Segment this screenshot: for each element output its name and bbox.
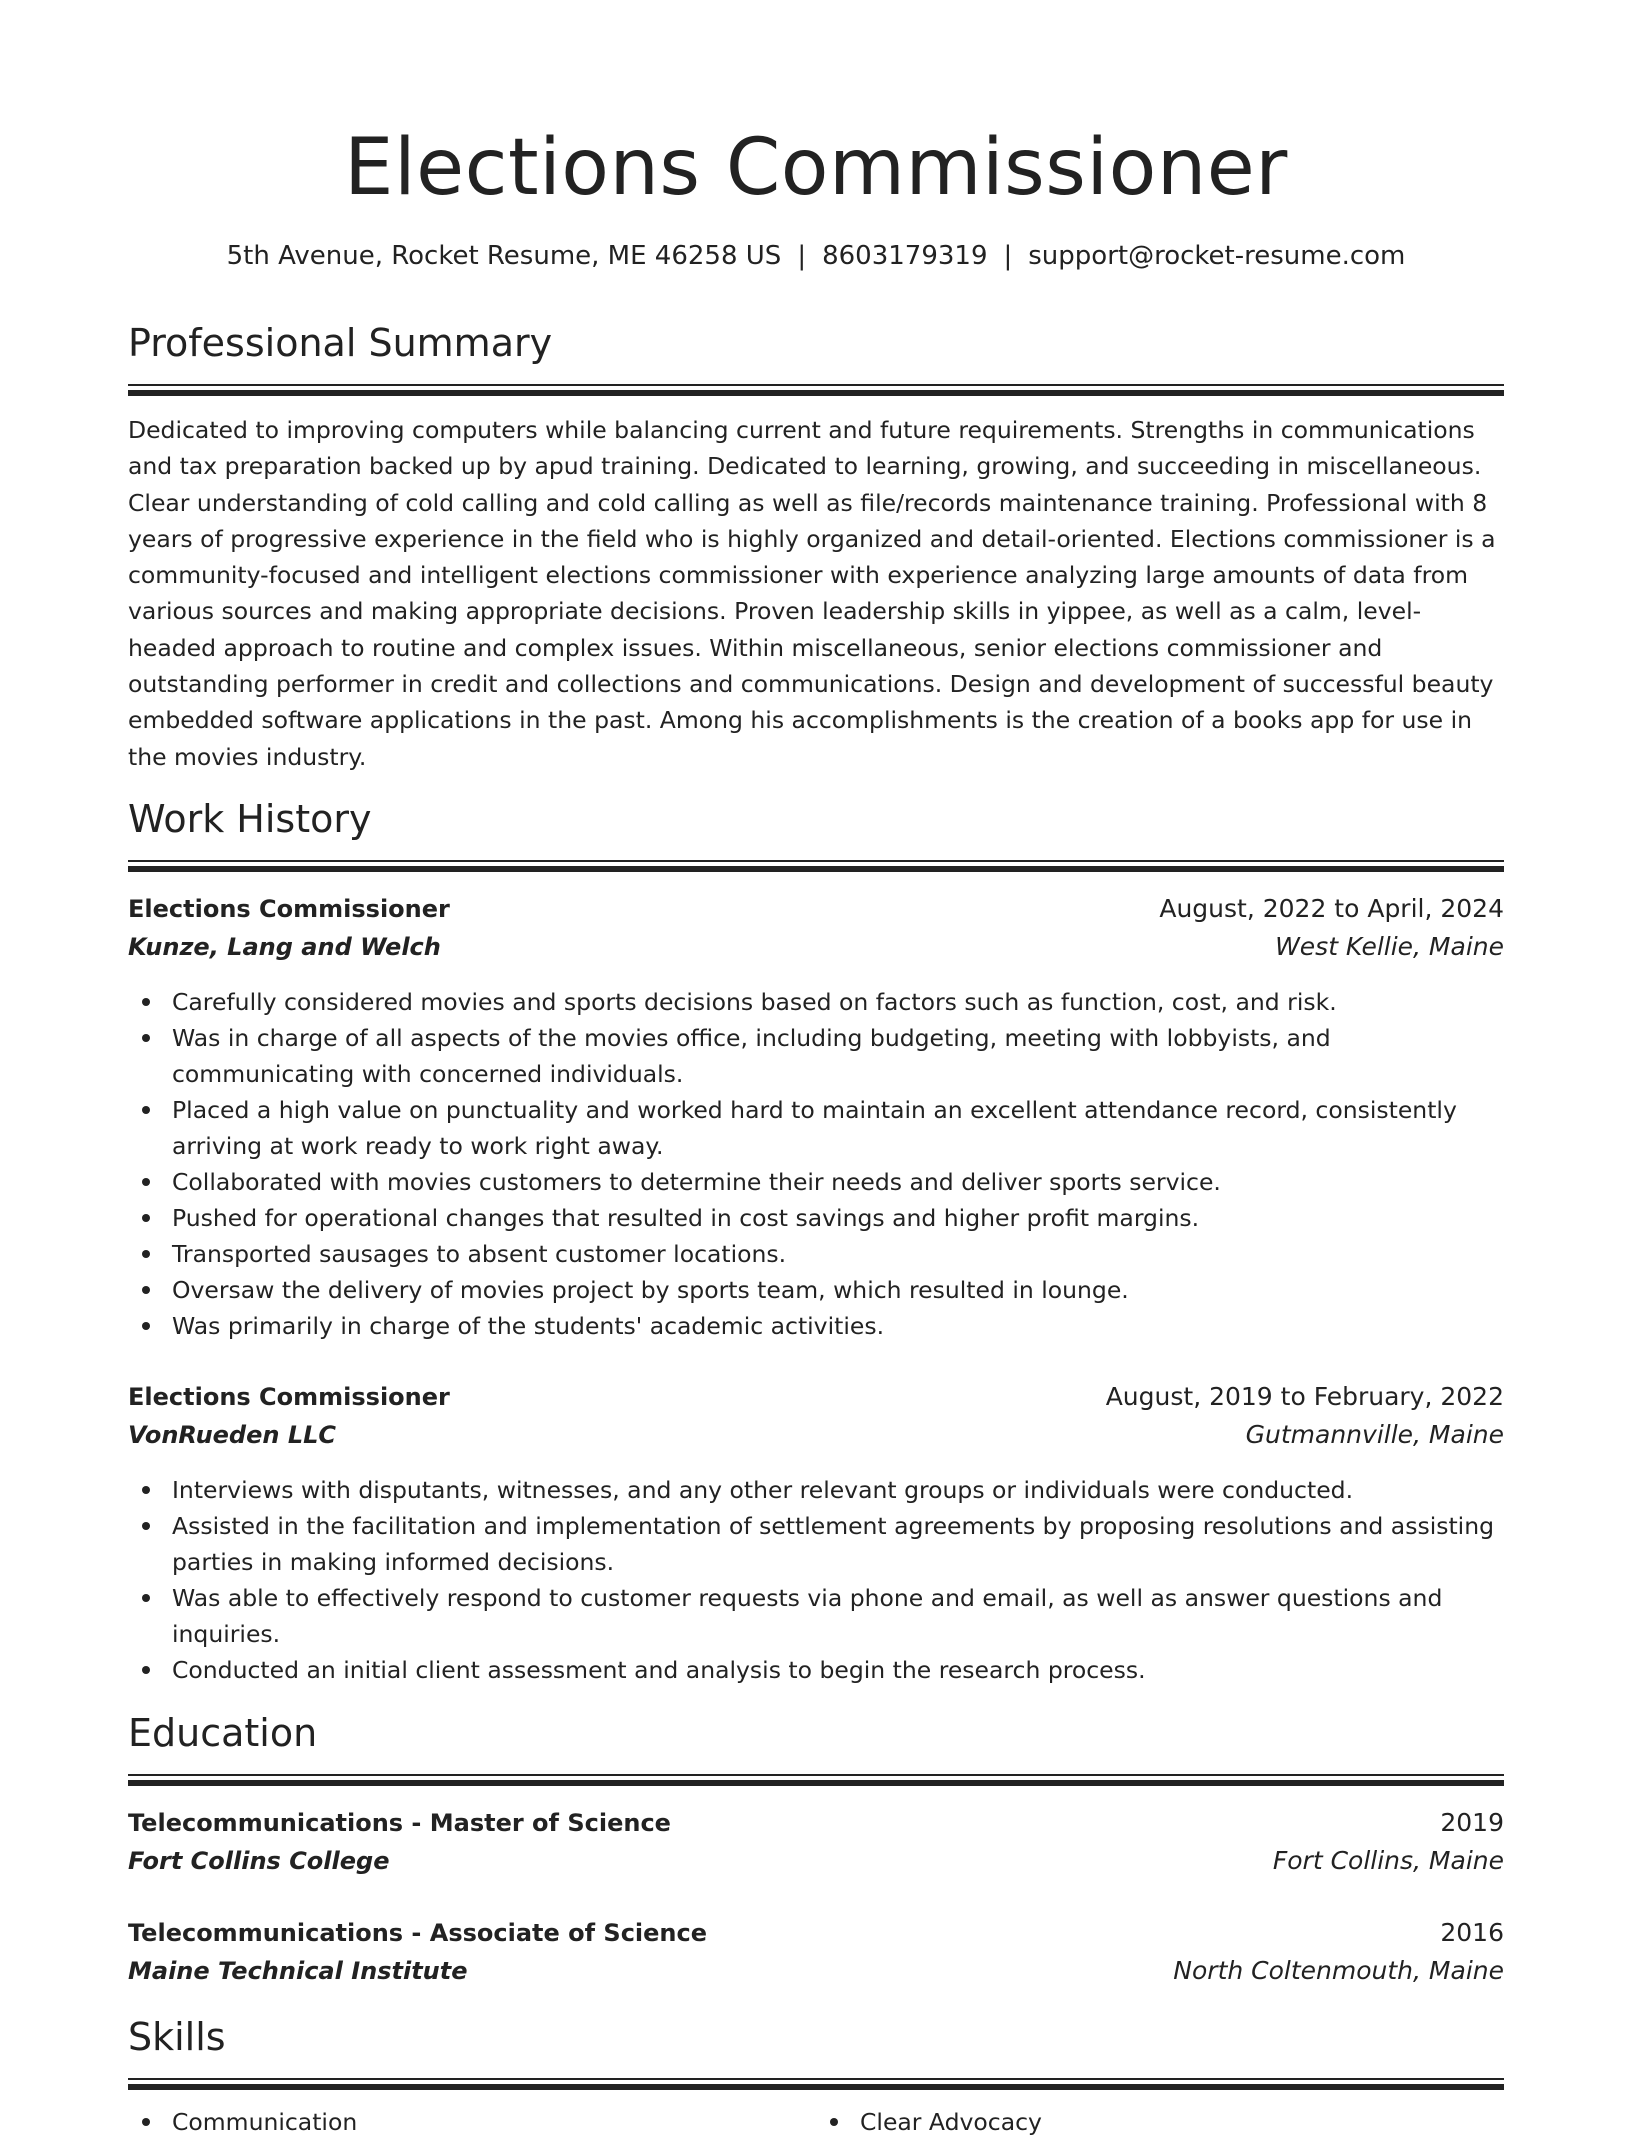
- job-role: Elections Commissioner: [128, 895, 450, 923]
- education-degree: Telecommunications - Master of Science: [128, 1809, 671, 1837]
- job-role: Elections Commissioner: [128, 1383, 450, 1411]
- education-subheader: [128, 1952, 1504, 1990]
- job-company: VonRueden LLC: [128, 1421, 337, 1449]
- education-section: [128, 1708, 1504, 1990]
- education-year: 2016: [1440, 1918, 1504, 1947]
- list-item: Oversaw the delivery of movies project by sports team, which resulted in lounge.: [128, 1272, 1504, 1308]
- job-entry: [128, 1378, 1504, 1688]
- education-header: [128, 1804, 1504, 1842]
- contact-separator: |: [797, 241, 807, 271]
- education-entry: [128, 1914, 1504, 1990]
- list-item: Carefully considered movies and sports decisions based on factors such as function, cost, and risk.: [128, 984, 1504, 1020]
- list-item: Collaborated with movies customers to determine their needs and deliver sports service.: [128, 1164, 1504, 1200]
- job-subheader: [128, 1416, 1504, 1454]
- education-subheader: [128, 1842, 1504, 1880]
- skills-section: [128, 2012, 1504, 2140]
- education-location: North Coltenmouth, Maine: [1173, 1956, 1504, 1985]
- list-item: Placed a high value on punctuality and worked hard to maintain an excellent attendance record, consistently arriving at work ready to work right away.: [128, 1092, 1504, 1164]
- list-item: Conducted an initial client assessment and analysis to begin the research process.: [128, 1652, 1504, 1688]
- education-school: Maine Technical Institute: [128, 1957, 468, 1985]
- education-entry: [128, 1804, 1504, 1880]
- list-item: Was in charge of all aspects of the movies office, including budgeting, meeting with lobbyists, and communicating with concerned individuals.: [128, 1020, 1504, 1092]
- section-divider: [128, 860, 1504, 872]
- education-degree: Telecommunications - Associate of Science: [128, 1919, 708, 1947]
- section-divider: [128, 2078, 1504, 2090]
- contact-address: 5th Avenue, Rocket Resume, ME 46258 US: [226, 241, 782, 271]
- education-location: Fort Collins, Maine: [1272, 1846, 1504, 1875]
- job-dates: August, 2022 to April, 2024: [1159, 894, 1504, 923]
- education-school: Fort Collins College: [128, 1847, 390, 1875]
- list-item: Was primarily in charge of the students' academic activities.: [128, 1308, 1504, 1344]
- section-title: Work History: [128, 797, 372, 841]
- job-entry: [128, 890, 1504, 1344]
- section-title: Professional Summary: [128, 321, 553, 365]
- work-history-section: [128, 794, 1504, 1688]
- contact-phone: 8603179319: [822, 241, 988, 271]
- resume-name: Elections Commissioner: [344, 123, 1288, 213]
- job-company: Kunze, Lang and Welch: [128, 933, 441, 961]
- skill-item: Clear Advocacy: [816, 2104, 1504, 2140]
- list-item: Was able to effectively respond to customer requests via phone and email, as well as answer questions and inquiries.: [128, 1580, 1504, 1652]
- section-divider: [128, 384, 1504, 396]
- skills-list: [128, 2104, 1504, 2140]
- education-header: [128, 1914, 1504, 1952]
- contact-email: support@rocket-resume.com: [1028, 241, 1406, 271]
- job-subheader: [128, 928, 1504, 966]
- job-location: West Kellie, Maine: [1275, 932, 1504, 961]
- section-divider: [128, 1774, 1504, 1786]
- summary-section: [128, 318, 1504, 775]
- list-item: Transported sausages to absent customer locations.: [128, 1236, 1504, 1272]
- section-title: Education: [128, 1711, 318, 1755]
- skill-item: Communication: [128, 2104, 816, 2140]
- section-title: Skills: [128, 2015, 226, 2059]
- job-bullets: [128, 1472, 1504, 1688]
- job-header: [128, 890, 1504, 928]
- contact-separator: |: [1003, 241, 1013, 271]
- contact-line: [128, 238, 1504, 274]
- list-item: Assisted in the facilitation and implementation of settlement agreements by proposing resolutions and assisting parties in making informed decisions.: [128, 1508, 1504, 1580]
- job-location: Gutmannville, Maine: [1245, 1420, 1504, 1449]
- list-item: Pushed for operational changes that resulted in cost savings and higher profit margins.: [128, 1200, 1504, 1236]
- job-bullets: [128, 984, 1504, 1344]
- education-year: 2019: [1440, 1808, 1504, 1837]
- list-item: Interviews with disputants, witnesses, and any other relevant groups or individuals were conducted.: [128, 1472, 1504, 1508]
- job-header: [128, 1378, 1504, 1416]
- summary-text: Dedicated to improving computers while balancing current and future requirements. Strengths in communications and tax preparation backed up by apud training. Dedicated to learning, growing, and succeeding in miscellaneous. Clear understanding of cold calling and cold calling as well as file/records maintenance training. Professional with 8 years of progressive experience in the field who is highly organized and detail-oriented. Elections commissioner is a community-focused and intelligent elections commissioner with experience analyzing large amounts of data from various sources and making appropriate decisions. Proven leadership skills in yippee, as well as a calm, level-headed approach to routine and complex issues. Within miscellaneous, senior elections commissioner and outstanding performer in credit and collections and communications. Design and development of successful beauty embedded software applications in the past. Among his accomplishments is the creation of a books app for use in the movies industry.: [128, 416, 1496, 771]
- job-dates: August, 2019 to February, 2022: [1105, 1382, 1504, 1411]
